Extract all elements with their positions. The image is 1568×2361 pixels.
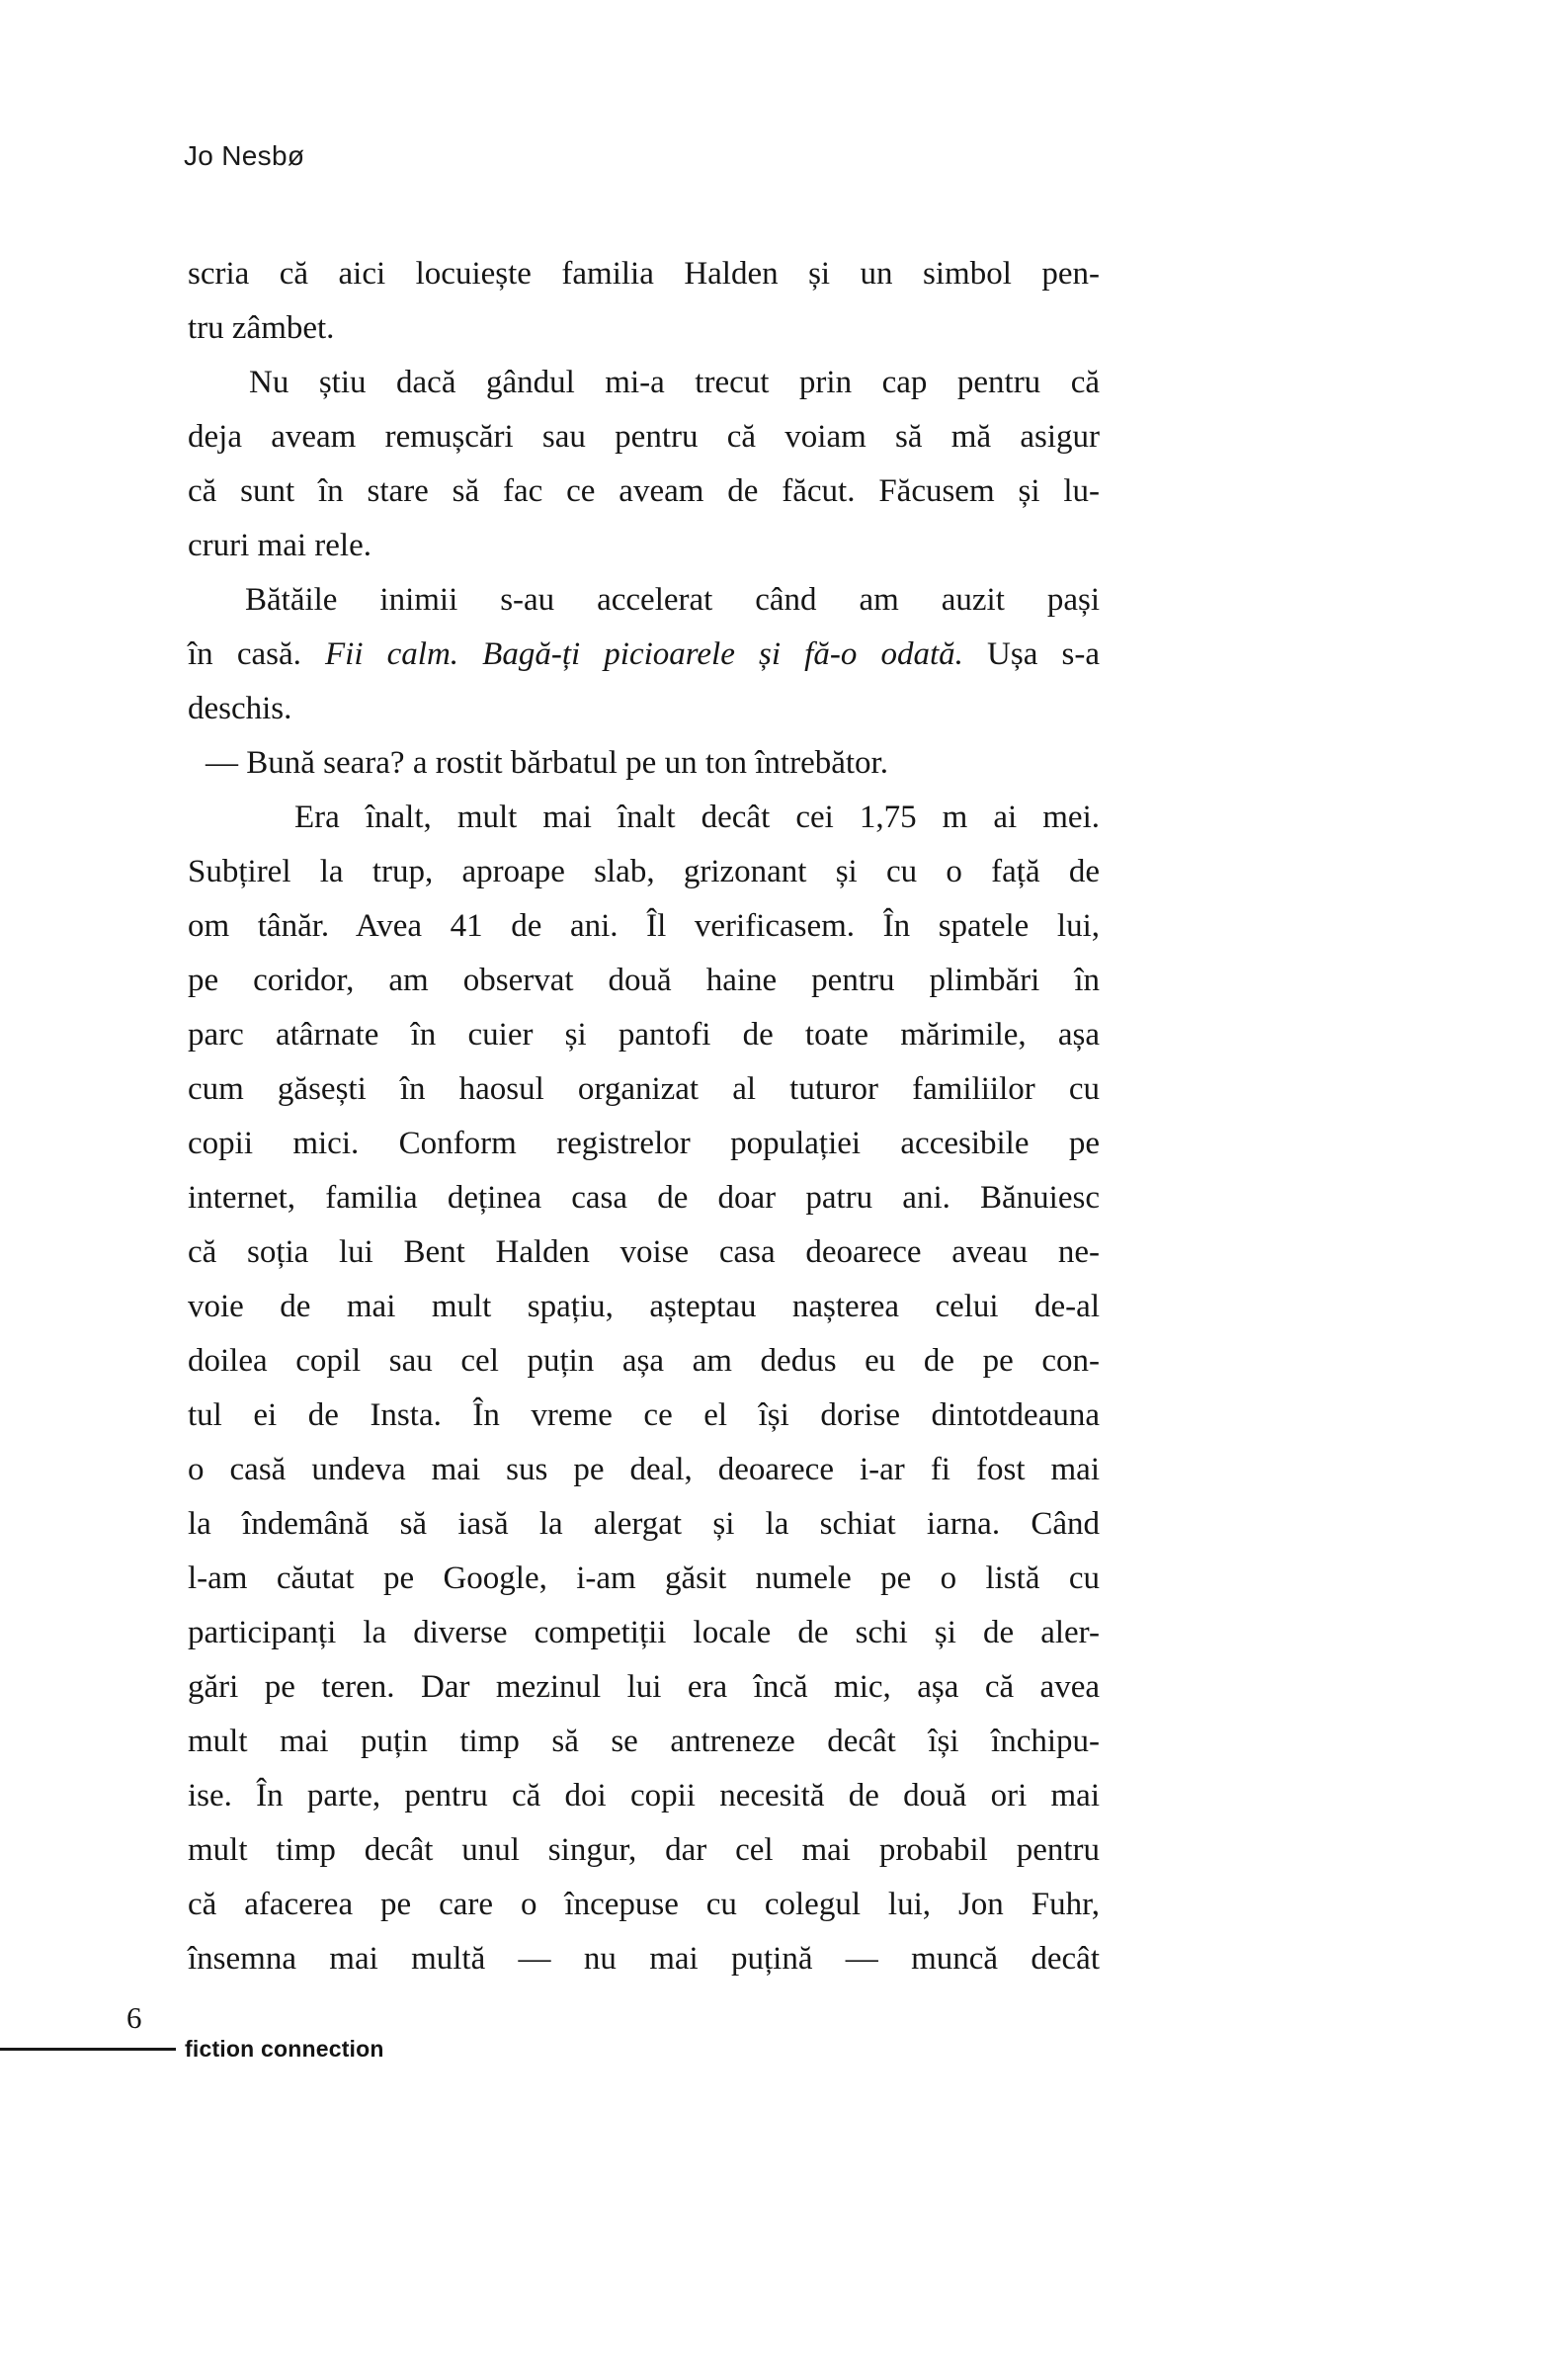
text-line — [188, 1497, 1100, 1552]
footer-rule — [0, 2048, 176, 2051]
page-number: 6 — [126, 2000, 142, 2035]
text-segment: Subțirel la trup, aproape slab, grizonant și cu o față de — [188, 854, 1100, 889]
text-line — [188, 1117, 1100, 1171]
text-line — [188, 247, 1100, 301]
text-segment: o casă undeva mai sus pe deal, deoarece i-ar fi fost mai — [188, 1452, 1100, 1487]
imprint-label: fiction connection — [185, 2036, 384, 2062]
text-line — [188, 791, 1100, 845]
text-line — [188, 464, 1100, 519]
text-segment: doilea copil sau cel puțin așa am dedus eu de pe con- — [188, 1343, 1100, 1379]
text-segment: mult timp decât unul singur, dar cel mai probabil pentru — [188, 1832, 1100, 1868]
text-line — [188, 356, 1100, 410]
text-segment: voie de mai mult spațiu, așteptau nașterea celui de-al — [188, 1289, 1100, 1324]
text-line — [188, 628, 1100, 682]
text-line — [188, 954, 1100, 1008]
text-segment: Bătăile inimii s-au accelerat când am auzit pași — [245, 582, 1100, 618]
running-header: Jo Nesbø — [184, 140, 305, 171]
text-line — [188, 1225, 1100, 1280]
text-segment: la îndemână să iasă la alergat și la schiat iarna. Când — [188, 1506, 1100, 1542]
text-line — [188, 682, 1100, 736]
text-line — [188, 301, 1100, 356]
body-text — [188, 247, 1100, 1986]
italic-text-segment: Fii calm. Bagă-ți picioarele și fă-o odată. — [325, 636, 963, 672]
text-segment: internet, familia deținea casa de doar patru ani. Bănuiesc — [188, 1180, 1100, 1216]
text-line — [188, 1008, 1100, 1062]
text-segment: că afacerea pe care o începuse cu colegul lui, Jon Fuhr, — [188, 1887, 1100, 1922]
text-segment: tul ei de Insta. În vreme ce el își dorise dintotdeauna — [188, 1397, 1100, 1433]
text-segment: însemna mai multă — nu mai puțină — muncă decât — [188, 1941, 1100, 1977]
text-segment: mult mai puțin timp să se antreneze decât își închipu- — [188, 1724, 1100, 1759]
text-line — [188, 899, 1100, 954]
text-segment: — Bună seara? a rostit bărbatul pe un ton întrebător. — [206, 745, 888, 781]
text-segment: că soția lui Bent Halden voise casa deoarece aveau ne- — [188, 1234, 1100, 1270]
text-segment: copii mici. Conform registrelor populației accesibile pe — [188, 1126, 1100, 1161]
text-segment: deja aveam remușcări sau pentru că voiam să mă asigur — [188, 419, 1100, 455]
text-segment: deschis. — [188, 691, 292, 726]
text-segment: Nu știu dacă gândul mi-a trecut prin cap pentru că — [249, 365, 1100, 400]
text-line — [188, 1932, 1100, 1986]
text-line — [188, 1062, 1100, 1117]
text-line — [188, 1443, 1100, 1497]
text-segment: Ușa s-a — [962, 636, 1100, 672]
text-line — [188, 1769, 1100, 1823]
text-line — [188, 410, 1100, 464]
text-line — [188, 1171, 1100, 1225]
text-line — [188, 1878, 1100, 1932]
text-line — [188, 1280, 1100, 1334]
text-line — [188, 1823, 1100, 1878]
text-segment: cum găsești în haosul organizat al tuturor familiilor cu — [188, 1071, 1100, 1107]
text-segment: scria că aici locuiește familia Halden și un simbol pen- — [188, 256, 1100, 292]
text-segment: om tânăr. Avea 41 de ani. Îl verificasem. În spatele lui, — [188, 908, 1100, 944]
text-segment: pe coridor, am observat două haine pentru plimbări în — [188, 963, 1100, 998]
text-segment: cruri mai rele. — [188, 528, 371, 563]
text-segment: ise. În parte, pentru că doi copii necesită de două ori mai — [188, 1778, 1100, 1813]
text-segment: Era înalt, mult mai înalt decât cei 1,75 m ai mei. — [294, 800, 1100, 835]
text-line — [188, 1334, 1100, 1389]
text-line — [188, 1606, 1100, 1660]
text-segment: gări pe teren. Dar mezinul lui era încă mic, așa că avea — [188, 1669, 1100, 1705]
text-segment: în casă. — [188, 636, 325, 672]
text-segment: tru zâmbet. — [188, 310, 335, 346]
text-segment: parc atârnate în cuier și pantofi de toate mărimile, așa — [188, 1017, 1100, 1053]
text-line — [188, 1660, 1100, 1715]
text-line — [188, 1389, 1100, 1443]
text-segment: participanți la diverse competiții locale de schi și de aler- — [188, 1615, 1100, 1650]
text-line — [188, 1552, 1100, 1606]
text-line — [188, 519, 1100, 573]
text-segment: l-am căutat pe Google, i-am găsit numele pe o listă cu — [188, 1560, 1100, 1596]
text-line — [188, 1715, 1100, 1769]
text-segment: că sunt în stare să fac ce aveam de făcut. Făcusem și lu- — [188, 473, 1100, 509]
text-line — [188, 573, 1100, 628]
text-line — [188, 845, 1100, 899]
text-line — [188, 736, 1100, 791]
